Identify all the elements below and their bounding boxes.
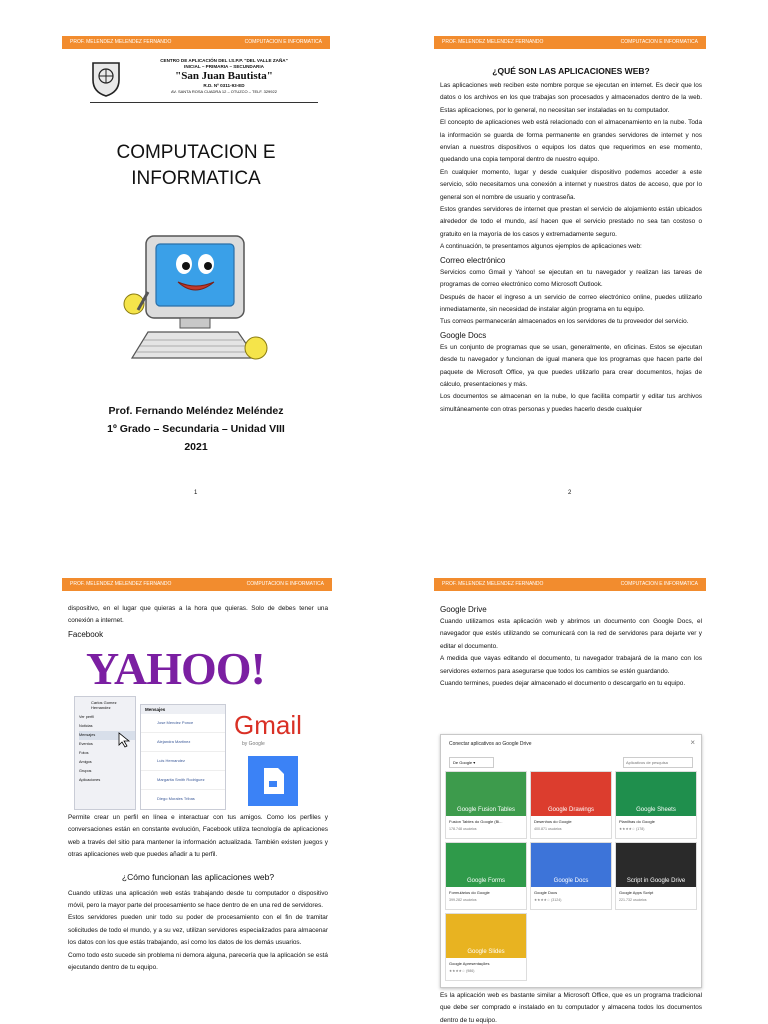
dialog-title: Conectar aplicativos ao Google Drive xyxy=(449,741,532,747)
paragraph: Cuando utilizamos esta aplicación web y abrimos un documento con Google Docs, el navegador que estés utilizando se comunicará con la red de servidores para dejarte ver y editar el documento. xyxy=(440,618,702,650)
page-body-top xyxy=(68,603,328,641)
app-name: Desenhos do Google xyxy=(534,819,572,824)
paragraph: Después de hacer el ingreso a un servicio de correo electrónico online, puedes utilizarlo inmediatamente, sin necesidad de instalar algún programa en tu equipo. xyxy=(440,293,702,313)
fb-sidebar-item[interactable]: Fotos xyxy=(79,751,89,755)
app-tile xyxy=(616,843,696,887)
app-name: Google Apresentações xyxy=(449,961,490,966)
connect-apps-dialog xyxy=(440,734,702,988)
school-banner xyxy=(90,58,318,103)
gmail-wordmark: Gmail xyxy=(234,710,302,740)
gmail-byline: by Google xyxy=(242,741,265,747)
app-tile xyxy=(616,772,696,816)
paragraph: Como todo esto sucede sin problema ni demora alguna, parecería que la aplicación se está ejecutando dentro de tu equipo. xyxy=(68,951,328,972)
paragraph: Servicios como Gmail y Yahoo! se ejecutan en tu navegador y realizan las tareas de programas de correo electrónico como Microsoft Outlook. xyxy=(440,268,702,289)
docs-app-icon xyxy=(248,756,298,806)
facebook-panel xyxy=(74,696,136,810)
paragraph: En cualquier momento, lugar y desde cualquier dispositivo podemos acceder a este servicio, sólo necesitamos una conexión a internet y nuestros datos de acceso, que por lo general son el nombre de usuario y contraseña. xyxy=(440,168,702,201)
fb-sidebar-item[interactable]: Mensajes xyxy=(79,731,135,740)
paragraph: Tus correos permanecerán almacenados en los servidores de tu proveedor del servicio. xyxy=(440,318,689,326)
subheading: Google Docs xyxy=(440,330,487,340)
app-card[interactable] xyxy=(615,771,697,839)
dialog-close-icon[interactable]: × xyxy=(690,738,695,747)
subheading: Facebook xyxy=(68,629,104,639)
message-item[interactable]: Alejandra Martinez xyxy=(141,733,225,752)
page-1 xyxy=(62,36,330,506)
fb-sidebar-item[interactable]: Ver perfil xyxy=(79,715,94,719)
message-item[interactable]: Luis Hernandez xyxy=(141,752,225,771)
app-name: Formulários do Google xyxy=(449,890,490,895)
messages-title: Mensajes xyxy=(141,705,225,714)
year: 2021 xyxy=(184,441,208,453)
header-course: COMPUTACION E INFORMATICA xyxy=(620,581,698,587)
fb-user: Carlos Gomez Hernandez xyxy=(91,700,117,710)
section-heading: ¿Cómo funcionan las aplicaciones web? xyxy=(121,871,275,882)
page-4 xyxy=(434,578,706,1024)
app-card[interactable] xyxy=(445,913,527,981)
page-number: 1 xyxy=(194,490,198,496)
school-crest-icon xyxy=(90,60,122,98)
page-header xyxy=(434,578,706,591)
app-card[interactable] xyxy=(530,842,612,910)
app-name: Fusion Tables do Google (Bi... xyxy=(449,819,503,824)
doc-title-line-2: INFORMATICA xyxy=(131,168,261,189)
fb-sidebar-item[interactable]: Eventos xyxy=(79,742,93,746)
school-address: AV. SANTA ROSA CUADRA 12 – OTUZCO – TELF. 329922 xyxy=(171,89,277,94)
app-users: 400.871 usuários xyxy=(534,827,562,831)
page-header xyxy=(62,578,332,591)
doc-title-line-1: COMPUTACION E xyxy=(116,142,276,163)
messages-panel xyxy=(140,704,226,810)
school-line-2: INICIAL – PRIMARIA – SECUNDARIA xyxy=(184,64,264,69)
paragraph: El concepto de aplicaciones web está relacionado con el almacenamiento en la nube. Toda la información se guarda de forma permanente en grandes servidores de internet y nos envían a nuestros dispositivos o equipos los datos que requerimos en ese momento, quedando una copia temporal dentro de nuestro equipo. xyxy=(440,119,702,164)
app-name: Planilhas do Google xyxy=(619,819,655,824)
paragraph: A medida que vayas editando el documento, tu navegador trabajará de la mano con los servidores externos para asegurarse que todos los cambios se estén guardando. xyxy=(440,655,702,675)
app-tile xyxy=(446,914,526,958)
fb-sidebar-item[interactable]: Amigos xyxy=(79,760,92,764)
author-block xyxy=(62,402,330,456)
page-number: 2 xyxy=(568,490,572,496)
school-name: "San Juan Bautista" xyxy=(175,70,273,82)
school-rd: R.D. Nº 0311-93-ED xyxy=(203,83,245,88)
header-course: COMPUTACION E INFORMATICA xyxy=(246,581,324,587)
app-tile xyxy=(531,772,611,816)
page-header xyxy=(434,36,706,49)
header-author: PROF. MELENDEZ MELENDEZ FERNANDO xyxy=(442,581,544,587)
app-tile-label: Script in Google Drive xyxy=(626,878,686,884)
yahoo-logo: YAHOO! xyxy=(86,646,265,694)
paragraph: Estos servidores pueden unir todo su poder de procesamiento con el fin de tramitar solicitudes de todo el mundo, y a su vez, utilizan servidores especializados para almacenar los datos con los que estás trabajando, así como los datos de los demás usuarios. xyxy=(68,914,328,947)
page-3 xyxy=(62,578,332,1024)
app-users: ★★★★☆ (178) xyxy=(619,827,645,831)
school-line-1: CENTRO DE APLICACIÓN DEL I.S.P.P. "DEL VALLE ZAÑA" xyxy=(160,58,288,63)
fb-sidebar xyxy=(75,713,135,785)
paragraph: Cuando utilizas una aplicación web estás trabajando desde tu computador o dispositivo móvil, pero la mayor parte del procesamiento se hace dentro de en una red de servidores. xyxy=(68,889,328,910)
app-card[interactable] xyxy=(615,842,697,910)
app-users: ★★★★☆ (3124) xyxy=(534,898,562,902)
grade-line: 1º Grado – Secundaria – Unidad VIII xyxy=(107,423,285,435)
app-tile-label: Google Slides xyxy=(467,949,505,955)
paragraph: Los documentos se almacenan en la nube, lo que facilita compartir y editar tus archivos simultáneamente con otras personas y puedes hacerlo desde cualquier xyxy=(440,393,702,413)
section-heading: ¿QUÉ SON LAS APLICACIONES WEB? xyxy=(492,66,650,76)
app-tile-label: Google Docs xyxy=(553,878,589,884)
app-users: 399.282 usuários xyxy=(449,898,477,902)
app-card[interactable] xyxy=(530,771,612,839)
app-card[interactable] xyxy=(445,842,527,910)
gmail-logo xyxy=(234,710,302,747)
filter-dropdown[interactable]: De Google ▾ xyxy=(449,757,494,768)
webapps-collage xyxy=(72,646,326,810)
app-tile-label: Google Drawings xyxy=(547,807,595,813)
header-author: PROF. MELENDEZ MELENDEZ FERNANDO xyxy=(70,581,172,587)
fb-sidebar-item[interactable]: Grupos xyxy=(79,769,92,773)
app-name: Google Apps Script xyxy=(619,890,654,895)
cursor-icon xyxy=(118,732,132,748)
paragraph: A continuación, te presentamos algunos ejemplos de aplicaciones web: xyxy=(440,243,642,251)
header-author: PROF. MELENDEZ MELENDEZ FERNANDO xyxy=(442,39,544,45)
paragraph: dispositivo, en el lugar que quieras a la hora que quieras. Solo de debes tener una conexión a internet. xyxy=(68,605,328,625)
app-tile xyxy=(446,772,526,816)
subheading: Google Drive xyxy=(440,605,487,614)
app-name: Google Docs xyxy=(534,890,558,895)
fb-sidebar-item[interactable]: Noticias xyxy=(79,724,93,728)
message-item[interactable]: Margarita Smith Rodriguez xyxy=(141,771,225,790)
app-users: ★★★★☆ (986) xyxy=(449,969,475,973)
paragraph: Permite crear un perfil en línea e interactuar con tus amigos. Como los perfiles y conversaciones están en constante evolución, Facebook utiliza tecnología de aplicaciones web a través del sitio para mantener la información actualizada. También existen juegos y otras aplicaciones web que puedes añadir a tu perfil. xyxy=(68,814,328,859)
header-course: COMPUTACION E INFORMATICA xyxy=(244,39,322,45)
page-body xyxy=(440,64,702,416)
computer-mascot-icon xyxy=(118,232,278,372)
author-name: Prof. Fernando Meléndez Meléndez xyxy=(108,405,284,417)
paragraph: Estos grandes servidores de internet que prestan el servicio de alojamiento están ubicados alrededor de todo el mundo, así hacen que el servicio prestado no sea tan costoso o gratuito en la mayoría de los casos y extremadamente seguro. xyxy=(440,206,702,238)
app-tile xyxy=(446,843,526,887)
paragraph: Cuando termines, puedes dejar almacenado el documento o descargarlo en tu equipo. xyxy=(440,680,686,688)
paragraph: Las aplicaciones web reciben este nombre porque se ejecutan en internet. Es decir que los datos o los archivos en los que trabajas son procesados y almacenados dentro de la web. Estas aplicaciones, por lo general, no necesitan ser instaladas en tu computador. xyxy=(440,82,702,114)
page-body-bottom xyxy=(68,812,328,974)
page-body-bottom xyxy=(440,990,702,1024)
message-item[interactable]: Diego Morales Tribas xyxy=(157,796,195,801)
header-author: PROF. MELENDEZ MELENDEZ FERNANDO xyxy=(70,39,172,45)
page-body-top xyxy=(440,603,702,690)
app-tile-label: Google Forms xyxy=(466,878,505,884)
app-tile-label: Google Fusion Tables xyxy=(457,807,515,813)
header-course: COMPUTACION E INFORMATICA xyxy=(620,39,698,45)
doc-title xyxy=(62,140,330,192)
subheading: Correo electrónico xyxy=(440,255,506,265)
app-users: 221.732 usuários xyxy=(619,898,647,902)
fb-sidebar-item[interactable]: Aplicaciones xyxy=(79,778,101,782)
search-input[interactable] xyxy=(623,757,693,768)
paragraph: Es un conjunto de programas que se usan, generalmente, en oficinas. Estos se ejecutan desde tu navegador y funcionan de igual manera que los programas que hacen parte del paquete de Microsoft Office, ya que puedes utilizarlo para crear documentos, hojas de cálculo, presentaciones y más. xyxy=(440,343,702,388)
app-tile xyxy=(531,843,611,887)
app-card[interactable] xyxy=(445,771,527,839)
app-users: 178.748 usuários xyxy=(449,827,477,831)
page-2 xyxy=(434,36,706,506)
app-tile-label: Google Sheets xyxy=(636,807,676,813)
page-header xyxy=(62,36,330,49)
paragraph: Es la aplicación web es bastante similar a Microsoft Office, que es un programa tradicional que debe ser comprado e instalado en tu computador y almacena todos los documentos dentro de tu equipo. xyxy=(440,992,702,1024)
message-item[interactable]: Jose Mendez Ponce xyxy=(141,714,225,733)
